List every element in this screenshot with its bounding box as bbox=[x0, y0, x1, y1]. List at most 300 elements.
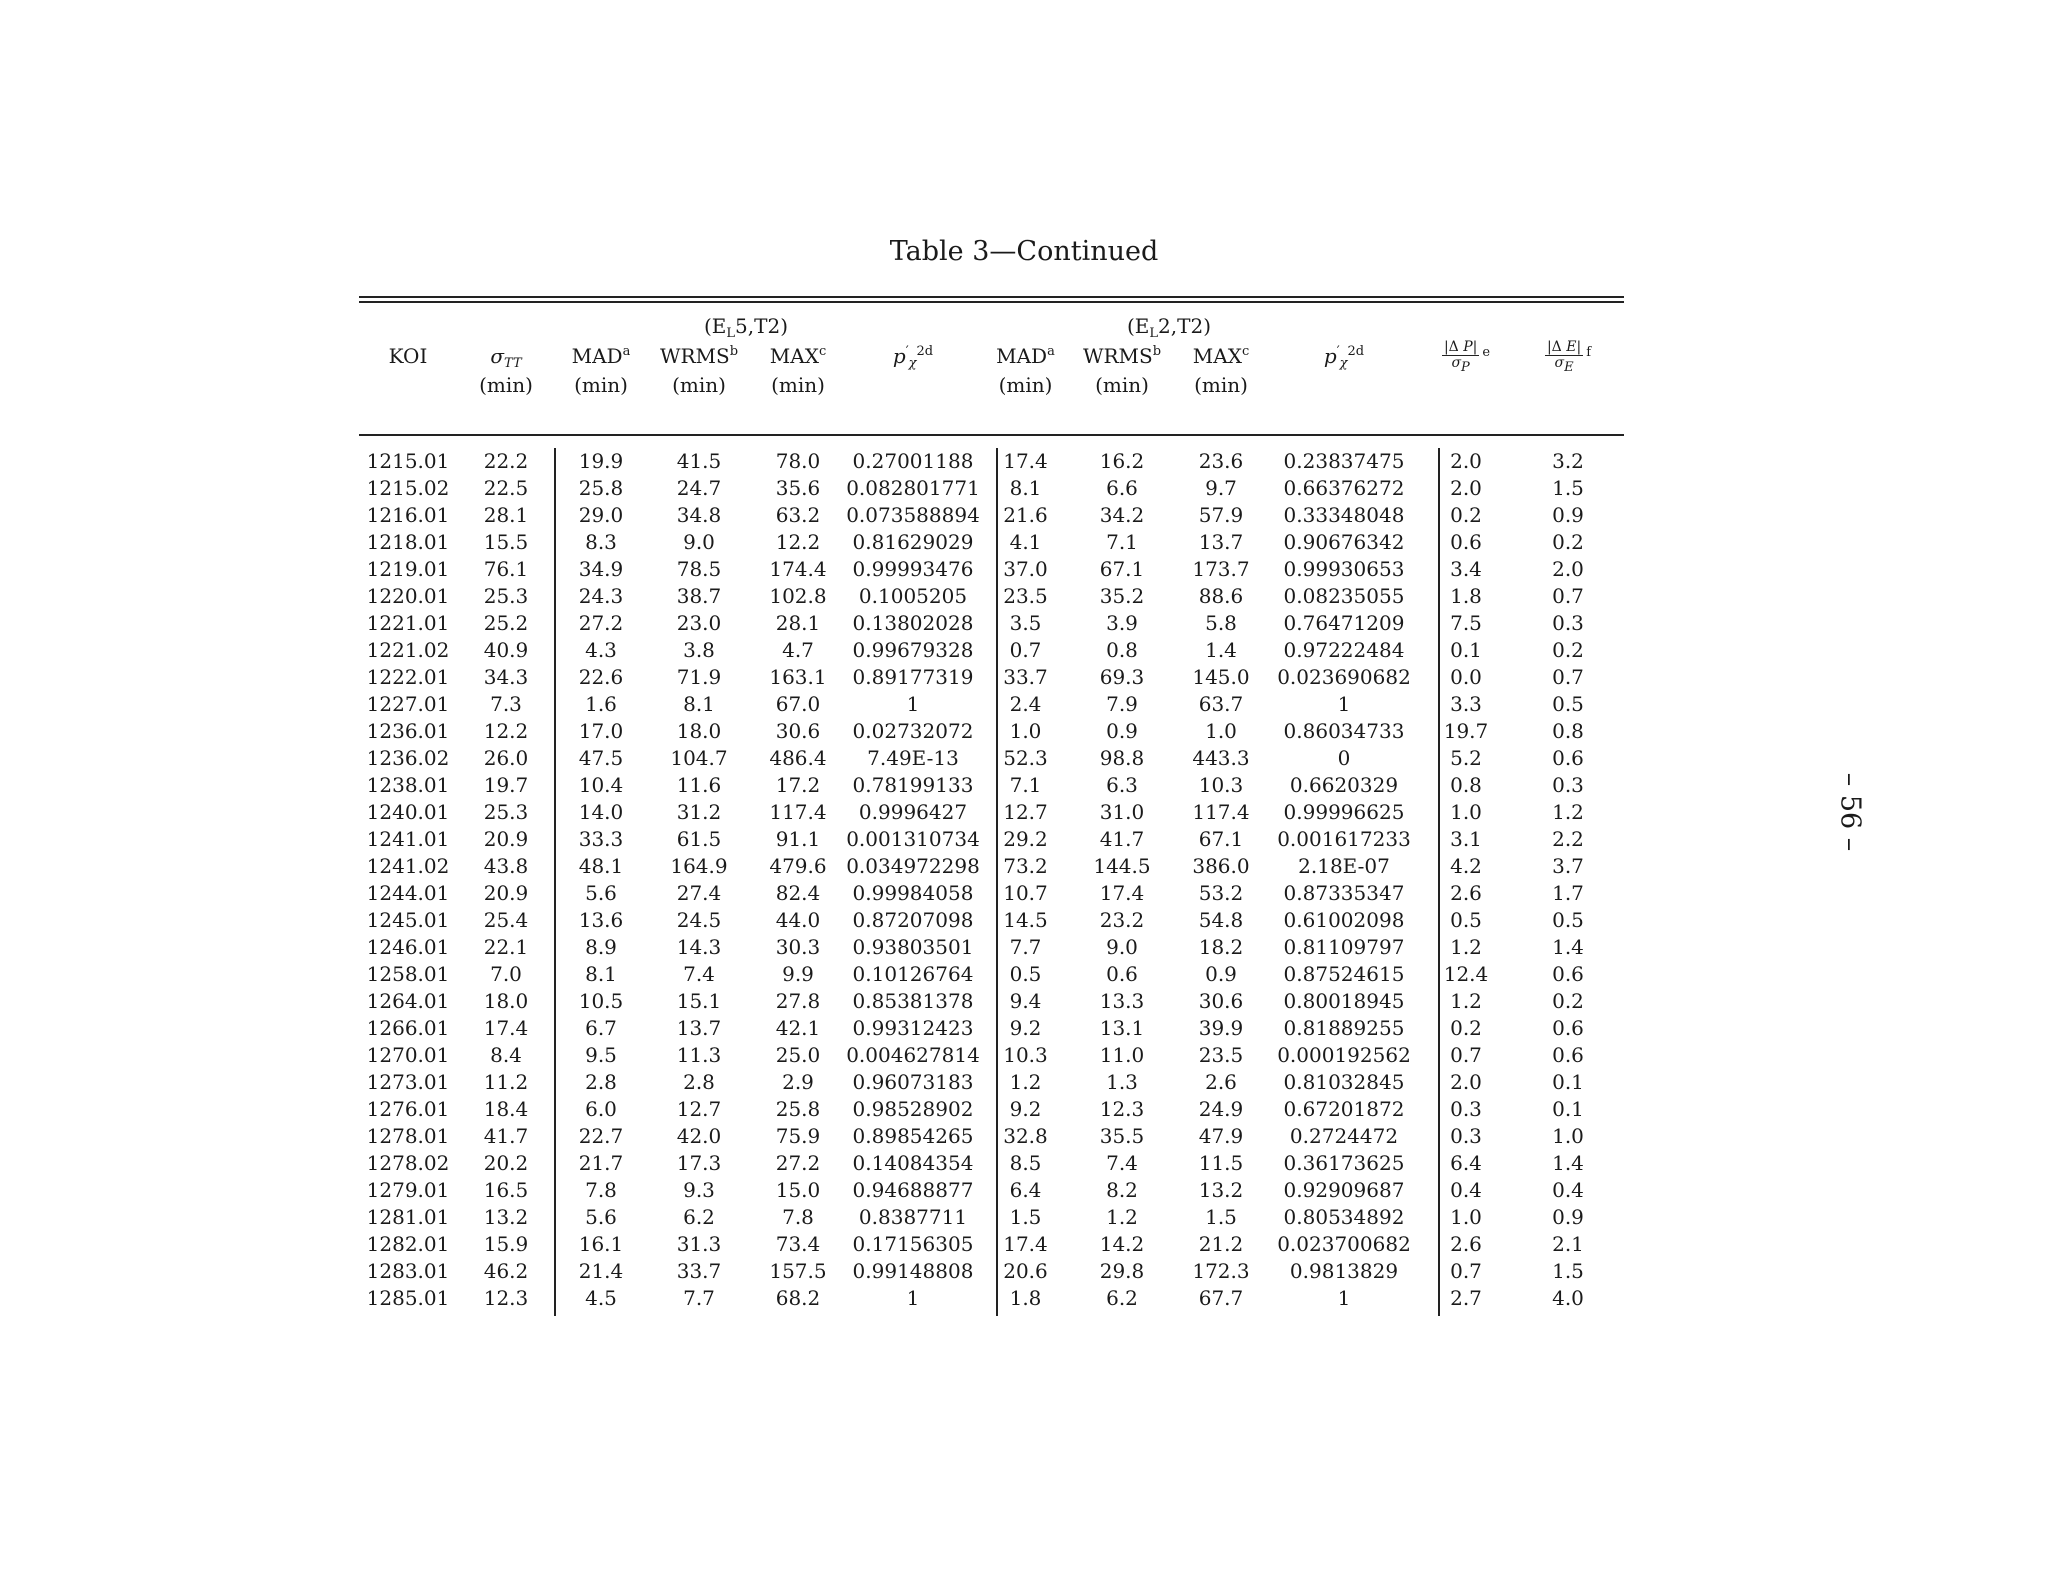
table-row bbox=[359, 907, 1624, 934]
table-cell: 6.2 bbox=[683, 1205, 715, 1229]
table-cell: 0.97222484 bbox=[1283, 638, 1405, 662]
table-cell: 1283.01 bbox=[366, 1259, 450, 1283]
table-cell: 1.5 bbox=[1009, 1205, 1042, 1229]
table-cell: 3.5 bbox=[1009, 611, 1042, 635]
table-cell: 1216.01 bbox=[366, 503, 450, 527]
table-cell: 0.034972298 bbox=[846, 854, 980, 878]
table-cell: 23.6 bbox=[1198, 449, 1244, 473]
table-cell: 8.4 bbox=[490, 1043, 522, 1067]
table-cell: 1240.01 bbox=[366, 800, 450, 824]
table-cell: 0.87335347 bbox=[1283, 881, 1405, 905]
table-cell: 18.2 bbox=[1198, 935, 1244, 959]
table-cell: 0.7 bbox=[1552, 665, 1584, 689]
table-cell: 0.7 bbox=[1450, 1259, 1482, 1283]
table-row bbox=[359, 1285, 1624, 1312]
table-cell: 0.023700682 bbox=[1277, 1232, 1411, 1256]
table-cell: 3.7 bbox=[1552, 854, 1584, 878]
table-cell: 68.2 bbox=[775, 1286, 821, 1310]
table-cell: 1236.01 bbox=[366, 719, 450, 743]
table-cell: 2.0 bbox=[1450, 1070, 1482, 1094]
table-cell: 1222.01 bbox=[366, 665, 450, 689]
table-cell: 0.93803501 bbox=[852, 935, 974, 959]
table-cell: 1215.02 bbox=[366, 476, 450, 500]
table-row bbox=[359, 772, 1624, 799]
table-cell: 1.4 bbox=[1552, 1151, 1584, 1175]
table-cell: 0.81109797 bbox=[1283, 935, 1405, 959]
table-cell: 12.3 bbox=[1099, 1097, 1145, 1121]
table-cell: 0.073588894 bbox=[846, 503, 980, 527]
table-cell: 26.0 bbox=[483, 746, 529, 770]
table-cell: 4.5 bbox=[585, 1286, 617, 1310]
table-cell: 0.6620329 bbox=[1289, 773, 1399, 797]
table-cell: 1270.01 bbox=[366, 1043, 450, 1067]
unit-label: (min) bbox=[1095, 373, 1149, 397]
table-cell: 0.9 bbox=[1106, 719, 1138, 743]
table-cell: 13.1 bbox=[1099, 1016, 1145, 1040]
table-cell: 0.17156305 bbox=[852, 1232, 974, 1256]
col-header-wrms-1: WRMS$^b$ bbox=[659, 343, 739, 368]
table-cell: 0.9 bbox=[1552, 503, 1584, 527]
table-cell: 163.1 bbox=[769, 665, 827, 689]
table-cell: 1221.02 bbox=[366, 638, 450, 662]
table-cell: 1221.01 bbox=[366, 611, 450, 635]
table-cell: 12.7 bbox=[1003, 800, 1048, 824]
table-cell: 157.5 bbox=[769, 1259, 827, 1283]
table-cell: 0.0 bbox=[1450, 665, 1482, 689]
table-cell: 57.9 bbox=[1198, 503, 1244, 527]
table-cell: 0.1005205 bbox=[858, 584, 968, 608]
table-cell: 13.3 bbox=[1099, 989, 1145, 1013]
table-row bbox=[359, 934, 1624, 961]
table-row bbox=[359, 1150, 1624, 1177]
table-cell: 19.7 bbox=[1443, 719, 1489, 743]
table-cell: 16.1 bbox=[578, 1232, 624, 1256]
table-cell: 4.2 bbox=[1450, 854, 1482, 878]
table-cell: 10.3 bbox=[1003, 1043, 1048, 1067]
table-cell: 18.4 bbox=[483, 1097, 529, 1121]
table-cell: 75.9 bbox=[775, 1124, 821, 1148]
table-cell: 30.3 bbox=[775, 935, 821, 959]
table-cell: 52.3 bbox=[1003, 746, 1048, 770]
table-cell: 3.8 bbox=[683, 638, 715, 662]
table-cell: 1282.01 bbox=[366, 1232, 450, 1256]
table-cell: 0.92909687 bbox=[1283, 1178, 1405, 1202]
table-cell: 6.6 bbox=[1106, 476, 1138, 500]
table-cell: 22.1 bbox=[483, 935, 529, 959]
table-cell: 16.2 bbox=[1099, 449, 1145, 473]
table-cell: 0.99679328 bbox=[852, 638, 974, 662]
table-cell: 53.2 bbox=[1198, 881, 1244, 905]
table-cell: 0.76471209 bbox=[1283, 611, 1405, 635]
table-cell: 13.7 bbox=[1198, 530, 1244, 554]
table-cell: 1264.01 bbox=[366, 989, 450, 1013]
table-cell: 3.1 bbox=[1450, 827, 1482, 851]
table-cell: 22.6 bbox=[578, 665, 624, 689]
table-cell: 0.9996427 bbox=[858, 800, 968, 824]
group-label-el5-t2: $(E_L5,T2)$ bbox=[704, 314, 788, 341]
table-cell: 9.4 bbox=[1009, 989, 1042, 1013]
table-cell: 1238.01 bbox=[366, 773, 450, 797]
table-cell: 41.7 bbox=[1099, 827, 1145, 851]
table-cell: 0.3 bbox=[1450, 1097, 1482, 1121]
table-row bbox=[359, 475, 1624, 502]
table-cell: 5.8 bbox=[1205, 611, 1237, 635]
table-cell: 1273.01 bbox=[366, 1070, 450, 1094]
table-cell: 31.0 bbox=[1099, 800, 1145, 824]
page-number: – 56 – bbox=[1834, 772, 1866, 852]
table-cell: 0.99984058 bbox=[852, 881, 974, 905]
table-cell: 10.3 bbox=[1198, 773, 1244, 797]
table-cell: 1220.01 bbox=[366, 584, 450, 608]
table-cell: 16.5 bbox=[483, 1178, 529, 1202]
table-cell: 5.2 bbox=[1450, 746, 1482, 770]
table-cell: 42.1 bbox=[775, 1016, 821, 1040]
table-cell: 2.0 bbox=[1450, 476, 1482, 500]
column-divider-3 bbox=[1438, 448, 1440, 1316]
table-cell: 0.87524615 bbox=[1283, 962, 1405, 986]
table-cell: 7.0 bbox=[490, 962, 522, 986]
table-cell: 7.7 bbox=[683, 1286, 715, 1310]
table-cell: 0.7 bbox=[1450, 1043, 1482, 1067]
col-header-pchi-1: $p'_\chi^{2d}$ bbox=[892, 343, 934, 371]
table-cell: 73.2 bbox=[1003, 854, 1048, 878]
table-cell: 0.02732072 bbox=[852, 719, 974, 743]
table-cell: 23.5 bbox=[1003, 584, 1048, 608]
table-cell: 6.2 bbox=[1106, 1286, 1138, 1310]
table-cell: 0.98528902 bbox=[852, 1097, 974, 1121]
table-cell: 22.2 bbox=[483, 449, 529, 473]
group-label-el2-t2: $(E_L2,T2)$ bbox=[1127, 314, 1211, 341]
table-cell: 78.0 bbox=[775, 449, 821, 473]
table-cell: 67.1 bbox=[1198, 827, 1244, 851]
table-cell: 2.0 bbox=[1450, 449, 1482, 473]
table-cell: 20.9 bbox=[483, 881, 529, 905]
table-cell: 6.7 bbox=[585, 1016, 617, 1040]
table-cell: 8.1 bbox=[585, 962, 617, 986]
table-cell: 44.0 bbox=[775, 908, 821, 932]
table-cell: 48.1 bbox=[578, 854, 624, 878]
table-cell: 0.61002098 bbox=[1283, 908, 1405, 932]
table-row bbox=[359, 1042, 1624, 1069]
table-cell: 486.4 bbox=[769, 746, 827, 770]
table-cell: 0.66376272 bbox=[1283, 476, 1405, 500]
table-cell: 67.1 bbox=[1099, 557, 1145, 581]
table-cell: 1.0 bbox=[1450, 1205, 1482, 1229]
table-cell: 25.3 bbox=[483, 584, 529, 608]
table-cell: 17.3 bbox=[676, 1151, 722, 1175]
table-cell: 35.2 bbox=[1099, 584, 1145, 608]
table-cell: 27.4 bbox=[676, 881, 722, 905]
table-cell: 479.6 bbox=[769, 854, 827, 878]
table-cell: 0.7 bbox=[1009, 638, 1042, 662]
table-cell: 1278.01 bbox=[366, 1124, 450, 1148]
table-cell: 17.4 bbox=[1099, 881, 1145, 905]
table-cell: 2.4 bbox=[1009, 692, 1042, 716]
table-cell: 61.5 bbox=[676, 827, 722, 851]
table-cell: 20.2 bbox=[483, 1151, 529, 1175]
table-row bbox=[359, 1204, 1624, 1231]
table-row bbox=[359, 1123, 1624, 1150]
table-cell: 73.4 bbox=[775, 1232, 821, 1256]
table-cell: 0.7 bbox=[1552, 584, 1584, 608]
table-row bbox=[359, 718, 1624, 745]
table-cell: 0.36173625 bbox=[1283, 1151, 1405, 1175]
table-cell: 1.8 bbox=[1009, 1286, 1042, 1310]
table-cell: 34.8 bbox=[676, 503, 722, 527]
table-header bbox=[359, 312, 1624, 399]
table-cell: 2.8 bbox=[585, 1070, 617, 1094]
unit-label: (min) bbox=[771, 373, 825, 397]
col-header-sigma-tt: $\sigma_{TT}$ bbox=[490, 343, 522, 371]
table-cell: 1218.01 bbox=[366, 530, 450, 554]
table-row bbox=[359, 448, 1624, 475]
table-cell: 0.14084354 bbox=[852, 1151, 974, 1175]
table-cell: 0.99148808 bbox=[852, 1259, 974, 1283]
table-row bbox=[359, 880, 1624, 907]
table-cell: 0.1 bbox=[1450, 638, 1482, 662]
table-cell: 0.90676342 bbox=[1283, 530, 1405, 554]
table-cell: 145.0 bbox=[1192, 665, 1250, 689]
table-cell: 0.23837475 bbox=[1283, 449, 1405, 473]
table-cell: 8.3 bbox=[585, 530, 617, 554]
table-cell: 2.6 bbox=[1450, 1232, 1482, 1256]
table-cell: 11.5 bbox=[1198, 1151, 1244, 1175]
table-cell: 21.4 bbox=[578, 1259, 624, 1283]
table-cell: 0.2 bbox=[1552, 989, 1584, 1013]
table-cell: 25.8 bbox=[578, 476, 624, 500]
table-cell: 18.0 bbox=[483, 989, 529, 1013]
table-cell: 1.3 bbox=[1106, 1070, 1138, 1094]
table-cell: 19.9 bbox=[578, 449, 624, 473]
table-cell: 8.9 bbox=[585, 935, 617, 959]
col-header-mad-1: MAD$^a$ bbox=[571, 343, 631, 368]
table-cell: 15.0 bbox=[775, 1178, 821, 1202]
table-cell: 29.0 bbox=[578, 503, 624, 527]
table-cell: 2.18E-07 bbox=[1298, 854, 1390, 878]
table-cell: 173.7 bbox=[1192, 557, 1250, 581]
table-cell: 1276.01 bbox=[366, 1097, 450, 1121]
table-cell: 2.1 bbox=[1552, 1232, 1584, 1256]
table-cell: 1.0 bbox=[1450, 800, 1482, 824]
table-cell: 1.5 bbox=[1552, 1259, 1584, 1283]
table-cell: 0.33348048 bbox=[1283, 503, 1405, 527]
table-cell: 8.2 bbox=[1106, 1178, 1138, 1202]
table-cell: 1.4 bbox=[1552, 935, 1584, 959]
table-cell: 0.000192562 bbox=[1277, 1043, 1411, 1067]
table-row bbox=[359, 799, 1624, 826]
table-cell: 13.6 bbox=[578, 908, 624, 932]
table-cell: 25.2 bbox=[483, 611, 529, 635]
table-cell: 0.8 bbox=[1450, 773, 1482, 797]
table-cell: 144.5 bbox=[1093, 854, 1151, 878]
table-cell: 0.001617233 bbox=[1277, 827, 1411, 851]
table-cell: 71.9 bbox=[676, 665, 722, 689]
table-cell: 25.8 bbox=[775, 1097, 821, 1121]
table-row bbox=[359, 961, 1624, 988]
table-row bbox=[359, 556, 1624, 583]
table-cell: 0.082801771 bbox=[846, 476, 980, 500]
table-row bbox=[359, 1069, 1624, 1096]
table-cell: 32.8 bbox=[1003, 1124, 1048, 1148]
table-cell: 1278.02 bbox=[366, 1151, 450, 1175]
col-header-pchi-2: $p'_\chi^{2d}$ bbox=[1323, 343, 1365, 371]
table-cell: 13.7 bbox=[676, 1016, 722, 1040]
table-cell: 28.1 bbox=[775, 611, 821, 635]
table-cell: 25.0 bbox=[775, 1043, 821, 1067]
table-cell: 0.89854265 bbox=[852, 1124, 974, 1148]
table-cell: 0.6 bbox=[1552, 746, 1584, 770]
table-cell: 23.5 bbox=[1198, 1043, 1244, 1067]
table-cell: 0.81889255 bbox=[1283, 1016, 1405, 1040]
table-cell: 5.6 bbox=[585, 881, 617, 905]
table-cell: 12.2 bbox=[775, 530, 821, 554]
table-cell: 0.001310734 bbox=[846, 827, 980, 851]
table-cell: 33.7 bbox=[676, 1259, 722, 1283]
table-cell: 23.2 bbox=[1099, 908, 1145, 932]
table-cell: 0.89177319 bbox=[852, 665, 974, 689]
header-rule bbox=[359, 434, 1624, 436]
table-cell: 1.4 bbox=[1205, 638, 1237, 662]
table-cell: 7.1 bbox=[1009, 773, 1042, 797]
table-cell: 35.6 bbox=[775, 476, 821, 500]
table-cell: 6.3 bbox=[1106, 773, 1138, 797]
table-cell: 25.3 bbox=[483, 800, 529, 824]
col-header-max-2: MAX$^c$ bbox=[1192, 343, 1250, 368]
table-cell: 1.0 bbox=[1009, 719, 1042, 743]
table-cell: 1.5 bbox=[1552, 476, 1584, 500]
table-cell: 21.7 bbox=[578, 1151, 624, 1175]
table-cell: 4.0 bbox=[1552, 1286, 1584, 1310]
table-cell: 9.0 bbox=[1106, 935, 1138, 959]
table-cell: 0.9813829 bbox=[1289, 1259, 1399, 1283]
table-cell: 0.27001188 bbox=[852, 449, 974, 473]
table-cell: 88.6 bbox=[1198, 584, 1244, 608]
table-cell: 4.3 bbox=[585, 638, 617, 662]
table-cell: 9.2 bbox=[1009, 1016, 1042, 1040]
table-cell: 1266.01 bbox=[366, 1016, 450, 1040]
unit-label: (min) bbox=[998, 373, 1053, 397]
table-cell: 1.2 bbox=[1009, 1070, 1042, 1094]
table-cell: 2.8 bbox=[683, 1070, 715, 1094]
table-cell: 0.99312423 bbox=[852, 1016, 974, 1040]
table-cell: 7.49E-13 bbox=[867, 746, 959, 770]
top-rule-1 bbox=[359, 296, 1624, 298]
table-cell: 38.7 bbox=[676, 584, 722, 608]
table-cell: 27.2 bbox=[578, 611, 624, 635]
table-cell: 34.3 bbox=[483, 665, 529, 689]
table-cell: 42.0 bbox=[676, 1124, 722, 1148]
table-cell: 0.6 bbox=[1552, 1016, 1584, 1040]
table-cell: 0.99993476 bbox=[852, 557, 974, 581]
table-cell: 1 bbox=[906, 692, 920, 716]
table-cell: 0.1 bbox=[1552, 1070, 1584, 1094]
table-cell: 34.9 bbox=[578, 557, 624, 581]
table-cell: 20.6 bbox=[1003, 1259, 1048, 1283]
table-cell: 9.9 bbox=[782, 962, 814, 986]
table-cell: 0.5 bbox=[1009, 962, 1042, 986]
table-cell: 22.7 bbox=[578, 1124, 624, 1148]
table-cell: 40.9 bbox=[483, 638, 529, 662]
table-cell: 1 bbox=[1337, 692, 1351, 716]
table-cell: 0.2724472 bbox=[1289, 1124, 1399, 1148]
table-cell: 17.4 bbox=[1003, 449, 1048, 473]
table-cell: 25.4 bbox=[483, 908, 529, 932]
table-cell: 3.2 bbox=[1552, 449, 1584, 473]
table-cell: 0.99996625 bbox=[1283, 800, 1405, 824]
table-cell: 174.4 bbox=[769, 557, 827, 581]
table-row bbox=[359, 664, 1624, 691]
table-row bbox=[359, 583, 1624, 610]
table-cell: 0.10126764 bbox=[852, 962, 974, 986]
table-cell: 0.5 bbox=[1552, 692, 1584, 716]
table-cell: 0.86034733 bbox=[1283, 719, 1405, 743]
table-cell: 0.67201872 bbox=[1283, 1097, 1405, 1121]
column-divider-1 bbox=[554, 448, 556, 1316]
table-cell: 12.4 bbox=[1443, 962, 1489, 986]
table-cell: 102.8 bbox=[769, 584, 827, 608]
table-cell: 1285.01 bbox=[366, 1286, 450, 1310]
table-cell: 63.2 bbox=[775, 503, 821, 527]
table-cell: 2.6 bbox=[1450, 881, 1482, 905]
table-cell: 9.5 bbox=[585, 1043, 617, 1067]
top-rule-2 bbox=[359, 301, 1624, 303]
table-cell: 11.3 bbox=[676, 1043, 722, 1067]
table-cell: 0.4 bbox=[1552, 1178, 1584, 1202]
table-cell: 67.7 bbox=[1198, 1286, 1244, 1310]
table-cell: 30.6 bbox=[1198, 989, 1244, 1013]
table-cell: 0.81629029 bbox=[852, 530, 974, 554]
table-cell: 1227.01 bbox=[366, 692, 450, 716]
table-row bbox=[359, 1258, 1624, 1285]
table-row bbox=[359, 1177, 1624, 1204]
table-cell: 24.7 bbox=[676, 476, 722, 500]
table-cell: 1246.01 bbox=[366, 935, 450, 959]
table-cell: 0.8 bbox=[1106, 638, 1138, 662]
table-cell: 164.9 bbox=[670, 854, 728, 878]
table-cell: 8.1 bbox=[1009, 476, 1042, 500]
table-cell: 91.1 bbox=[775, 827, 821, 851]
table-cell: 7.4 bbox=[683, 962, 715, 986]
table-cell: 0 bbox=[1337, 746, 1351, 770]
table-cell: 386.0 bbox=[1192, 854, 1250, 878]
table-cell: 34.2 bbox=[1099, 503, 1145, 527]
column-divider-2 bbox=[996, 448, 998, 1316]
table-cell: 2.9 bbox=[782, 1070, 814, 1094]
table-cell: 1 bbox=[906, 1286, 920, 1310]
table-cell: 10.5 bbox=[578, 989, 624, 1013]
table-cell: 98.8 bbox=[1099, 746, 1145, 770]
table-cell: 2.6 bbox=[1205, 1070, 1237, 1094]
table-cell: 14.2 bbox=[1099, 1232, 1145, 1256]
table-cell: 14.0 bbox=[578, 800, 624, 824]
table-cell: 6.4 bbox=[1450, 1151, 1482, 1175]
table-row bbox=[359, 1231, 1624, 1258]
table-cell: 0.6 bbox=[1552, 1043, 1584, 1067]
table-cell: 0.8387711 bbox=[858, 1205, 968, 1229]
table-cell: 9.2 bbox=[1009, 1097, 1042, 1121]
table-cell: 0.6 bbox=[1552, 962, 1584, 986]
table-cell: 47.5 bbox=[578, 746, 624, 770]
table-cell: 18.0 bbox=[676, 719, 722, 743]
table-cell: 1236.02 bbox=[366, 746, 450, 770]
table-cell: 11.6 bbox=[676, 773, 722, 797]
table-cell: 1215.01 bbox=[366, 449, 450, 473]
table-cell: 9.0 bbox=[683, 530, 715, 554]
table-cell: 17.0 bbox=[578, 719, 624, 743]
table-cell: 29.2 bbox=[1003, 827, 1048, 851]
table-cell: 47.9 bbox=[1198, 1124, 1244, 1148]
table-cell: 37.0 bbox=[1003, 557, 1048, 581]
